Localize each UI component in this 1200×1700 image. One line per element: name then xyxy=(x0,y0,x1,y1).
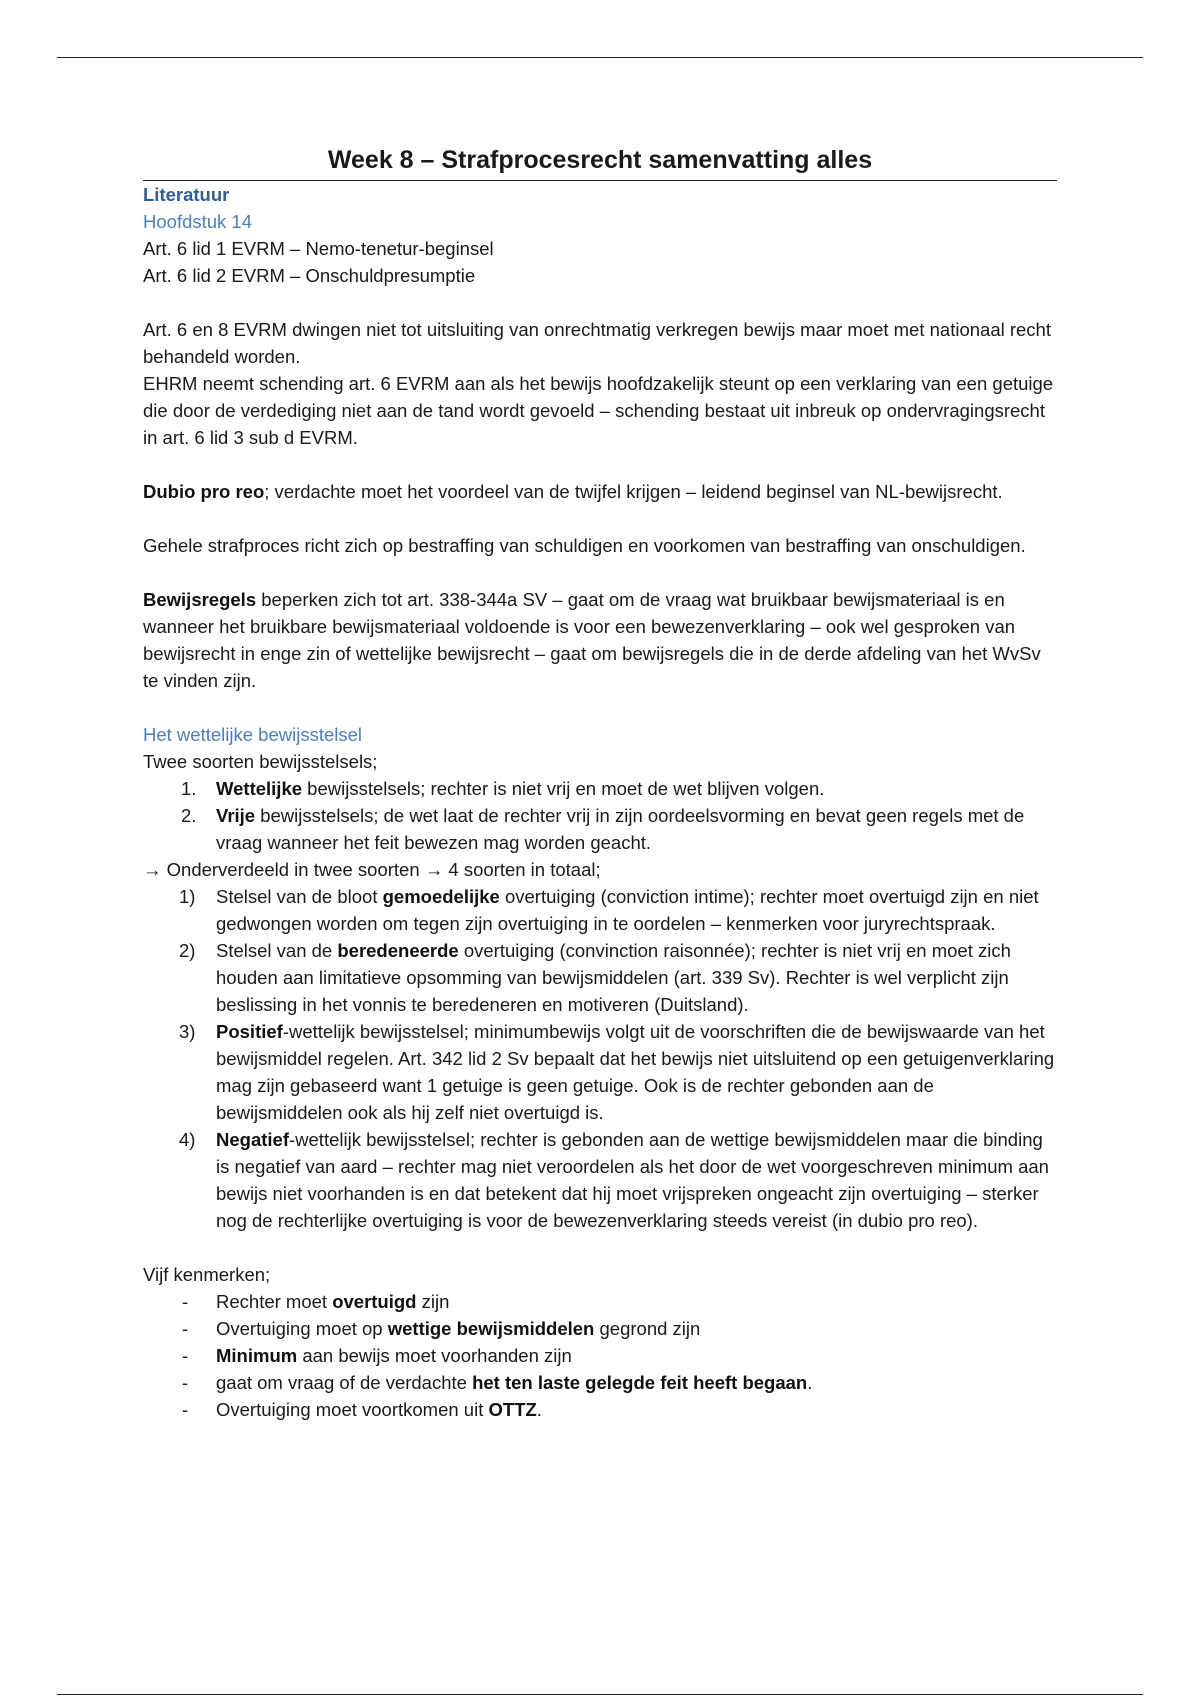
paren-list xyxy=(143,883,1057,1234)
list-item: 4) Negatief-wettelijk bewijsstelsel; rechter is gebonden aan de wettige bewijsmiddelen maar die binding is negatief van aard – rechter mag niet veroordelen als het door de wet voorgeschreven minimum aan bewijs niet voorhanden is en dat betekent dat hij moet vrijspreken ongeacht zijn overtuiging – sterker nog de rechterlijke overtuiging is voor de bewezenverklaring steeds vereist (in dubio pro reo). xyxy=(179,1129,1049,1231)
list-item: 1) Stelsel van de bloot gemoedelijke overtuiging (conviction intime); rechter moet overtuigd zijn en niet gedwongen worden om tegen zijn overtuiging in te oordelen – kenmerken voor juryrechtspraak. xyxy=(179,886,1039,934)
art-line: Art. 6 lid 1 EVRM – Nemo-tenetur-beginsel xyxy=(143,238,494,259)
paragraph-evrm-1: Art. 6 en 8 EVRM dwingen niet tot uitsluiting van onrechtmatig verkregen bewijs maar moet met nationaal recht behandeld worden. xyxy=(143,319,1051,367)
heading-literatuur: Literatuur xyxy=(143,184,230,205)
list-item: - Overtuiging moet op wettige bewijsmiddelen gegrond zijn xyxy=(182,1318,701,1339)
bold-term: Bewijsregels xyxy=(143,589,257,610)
list-item: - gaat om vraag of de verdachte het ten laste gelegde feit heeft begaan. xyxy=(182,1372,813,1393)
list-item: 3) Positief-wettelijk bewijsstelsel; minimumbewijs volgt uit de voorschriften die de bewijswaarde van het bewijsmiddel regelen. Art. 342 lid 2 Sv bepaalt dat het bewijs niet uitsluitend op een getuigenverklaring mag zijn gebaseerd want 1 getuige is geen getuige. Ook is de rechter gebonden aan de bewijsmiddelen ook als hij zelf niet overtuigd is. xyxy=(179,1021,1055,1123)
list-item: 2) Stelsel van de beredeneerde overtuiging (convinction raisonnée); rechter is niet vrij en moet zich houden aan limitatieve opsomming van bewijsmiddelen (art. 339 Sv). Rechter is wel verplicht zijn beslissing in het vonnis te beredeneren en motiveren (Duitsland). xyxy=(179,940,1011,1015)
top-rule xyxy=(57,57,1143,58)
list-item: - Minimum aan bewijs moet voorhanden zijn xyxy=(182,1345,572,1366)
bottom-rule xyxy=(57,1694,1143,1695)
list-item: 2. Vrije bewijsstelsels; de wet laat de rechter vrij in zijn oordeelsvorming en bevat geen regels met de vraag wanneer het feit bewezen mag worden geacht. xyxy=(181,805,1025,853)
document-body xyxy=(143,143,1057,1423)
page-title: Week 8 – Strafprocesrecht samenvatting alles xyxy=(143,143,1057,181)
list-item: 1. Wettelijke bewijsstelsels; rechter is niet vrij en moet de wet blijven volgen. xyxy=(181,778,825,799)
list-item: - Rechter moet overtuigd zijn xyxy=(182,1291,450,1312)
art-line: Art. 6 lid 2 EVRM – Onschuldpresumptie xyxy=(143,265,476,286)
dash-list xyxy=(143,1288,1057,1423)
paragraph-strafproces: Gehele strafproces richt zich op bestraffing van schuldigen en voorkomen van bestraffing van onschuldigen. xyxy=(143,535,1026,556)
heading-bewijsstelsel: Het wettelijke bewijsstelsel xyxy=(143,724,363,745)
paragraph-dubio: Dubio pro reo; verdachte moet het voordeel van de twijfel krijgen – leidend beginsel van NL-bewijsrecht. xyxy=(143,481,1003,502)
bold-term: Dubio pro reo xyxy=(143,481,265,502)
list-item: - Overtuiging moet voortkomen uit OTTZ. xyxy=(182,1399,542,1420)
twee-soorten-line: Twee soorten bewijsstelsels; xyxy=(143,751,378,772)
heading-hoofdstuk: Hoofdstuk 14 xyxy=(143,211,253,232)
vijf-kenmerken-line: Vijf kenmerken; xyxy=(143,1264,271,1285)
numbered-list xyxy=(143,775,1057,856)
paragraph-bewijsregels: Bewijsregels beperken zich tot art. 338-344a SV – gaat om de vraag wat bruikbaar bewijsmateriaal is en wanneer het bruikbare bewijsmateriaal voldoende is voor een bewezenverklaring – ook wel gesproken van bewijsrecht in enge zin of wettelijke bewijsrecht – gaat om bewijsregels die in de derde afdeling van het WvSv te vinden zijn. xyxy=(143,589,1041,691)
arrow-line: → Onderverdeeld in twee soorten → 4 soorten in totaal; xyxy=(143,859,601,880)
paragraph-evrm-2: EHRM neemt schending art. 6 EVRM aan als het bewijs hoofdzakelijk steunt op een verklaring van een getuige die door de verdediging niet aan de tand wordt gevoeld – schending bestaat uit inbreuk op ondervragingsrecht in art. 6 lid 3 sub d EVRM. xyxy=(143,373,1054,448)
